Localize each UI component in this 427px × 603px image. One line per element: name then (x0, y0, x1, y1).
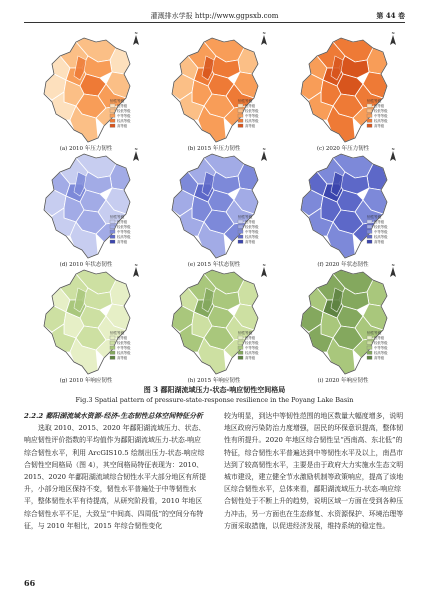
basin-map (152, 264, 276, 376)
legend-label: 较低等级 (374, 108, 388, 113)
map-panel (281, 148, 405, 270)
legend-label: 较低等级 (245, 108, 259, 113)
pressure-row (24, 32, 405, 154)
legend-swatch (367, 225, 372, 228)
legend-label: 中等等级 (245, 229, 259, 234)
legend-label: 较高等级 (374, 350, 388, 355)
legend-swatch (367, 235, 372, 238)
legend-swatch (110, 235, 115, 238)
panel-caption: (c) 2020 年压力韧性 (316, 146, 370, 152)
panel-caption: (g) 2010 年响应韧性 (59, 378, 113, 384)
panel-caption: (f) 2020 年状态韧性 (317, 262, 369, 268)
legend-label: 较高等级 (245, 350, 259, 355)
legend-swatch (110, 104, 115, 107)
running-header (24, 10, 405, 23)
north-arrow-icon (390, 148, 396, 161)
legend-swatch (110, 356, 115, 359)
basin-map (281, 148, 405, 260)
legend-swatch (110, 225, 115, 228)
legend-swatch (110, 351, 115, 354)
north-label: N (134, 32, 138, 35)
legend-label: 低等级 (374, 219, 385, 224)
legend-label: 中等等级 (117, 229, 131, 234)
legend-title: 韧性等级 (367, 215, 382, 219)
legend-swatch (367, 220, 372, 223)
response-row (24, 264, 405, 386)
north-label: N (134, 264, 138, 267)
north-arrow-shape (390, 151, 396, 161)
legend-label: 高等级 (374, 123, 385, 128)
legend-label: 高等级 (245, 123, 256, 128)
legend-label: 较高等级 (117, 118, 131, 123)
basin-map (24, 264, 148, 376)
legend-swatch (238, 220, 243, 223)
north-label: N (134, 148, 138, 151)
legend-label: 中等等级 (374, 345, 388, 350)
legend-label: 较低等级 (117, 224, 131, 229)
legend-label: 低等级 (245, 219, 256, 224)
legend-label: 中等等级 (374, 229, 388, 234)
legend-label: 较低等级 (117, 340, 131, 345)
legend-label: 较低等级 (374, 224, 388, 229)
body-paragraph: 较为明显，到达中等韧性范围的地区数量大幅度增多，说明地区政府污染防治力度增强，居民的环保意识提高，整体韧性有所提升。2020 年地区综合韧性呈“西南高、东北低”的特征，综合韧性水平普遍达到中等韧性水平及以上，南昌市达到了较高韧性水平，主要是由于政府大力实施水生态文明城市建设，建立健全节水激励机制等政策响应，提高了该地区综合韧性水平，总体来看，鄱阳湖流域压力-状态-响应综合韧性处于不断上升的趋势，说明区域一方面在受到各种压力冲击，另一方面也在生态修复、水资源保护、环境治理等方面采取措施，以促进经济发展，维持系统的稳定性。 (224, 412, 404, 530)
legend-swatch (110, 341, 115, 344)
legend-swatch (238, 351, 243, 354)
legend-swatch (238, 104, 243, 107)
north-arrow-icon (261, 148, 267, 161)
north-label: N (391, 264, 395, 267)
map-panel (24, 32, 148, 154)
legend-swatch (238, 235, 243, 238)
legend-swatch (367, 346, 372, 349)
legend-label: 较高等级 (245, 234, 259, 239)
legend-label: 高等级 (117, 355, 128, 360)
legend-swatch (367, 240, 372, 243)
north-label: N (262, 32, 266, 35)
legend-swatch (367, 336, 372, 339)
north-label: N (262, 264, 266, 267)
legend-swatch (238, 356, 243, 359)
basin-map (24, 32, 148, 144)
legend-label: 低等级 (374, 335, 385, 340)
legend-swatch (110, 114, 115, 117)
figure-caption-chinese: 图 3 鄱阳湖流域压力-状态-响应韧性空间格局 (143, 385, 286, 394)
panel-caption: (b) 2015 年压力韧性 (187, 146, 241, 152)
map-panel (152, 32, 276, 154)
legend-swatch (367, 230, 372, 233)
map-panel (24, 264, 148, 386)
legend-swatch (238, 114, 243, 117)
north-label: N (391, 32, 395, 35)
legend-label: 高等级 (374, 355, 385, 360)
map-panel (24, 148, 148, 270)
legend-swatch (110, 346, 115, 349)
section-heading: 2.2.2 鄱阳湖流域水资源-经济-生态韧性总体空间特征分析 (24, 412, 203, 420)
legend-title: 韧性等级 (110, 99, 125, 103)
legend-swatch (110, 336, 115, 339)
legend-swatch (367, 104, 372, 107)
map-panel (152, 264, 276, 386)
basin-map (152, 32, 276, 144)
north-arrow-shape (133, 35, 139, 45)
north-arrow-shape (261, 267, 267, 277)
legend-swatch (367, 124, 372, 127)
legend-title: 韧性等级 (238, 99, 253, 103)
legend-swatch (367, 119, 372, 122)
map-panel (281, 32, 405, 154)
legend-title: 韧性等级 (238, 215, 253, 219)
legend-label: 高等级 (374, 239, 385, 244)
legend-swatch (110, 230, 115, 233)
north-arrow-shape (261, 151, 267, 161)
legend-label: 中等等级 (374, 113, 388, 118)
panel-caption: (h) 2015 年响应韧性 (187, 378, 241, 384)
panel-caption: (i) 2020 年响应韧性 (317, 378, 369, 384)
legend-label: 高等级 (245, 355, 256, 360)
legend-swatch (110, 240, 115, 243)
legend-title: 韧性等级 (367, 99, 382, 103)
north-arrow-icon (133, 264, 139, 277)
north-arrow-icon (133, 32, 139, 45)
legend-swatch (367, 114, 372, 117)
legend-swatch (238, 341, 243, 344)
north-arrow-shape (133, 151, 139, 161)
legend-swatch (367, 109, 372, 112)
legend-label: 低等级 (245, 103, 256, 108)
text-column-right (224, 410, 406, 532)
page-number: 66 (24, 578, 36, 588)
panel-caption: (a) 2010 年压力韧性 (59, 146, 113, 152)
legend-label: 高等级 (117, 123, 128, 128)
legend-label: 中等等级 (117, 345, 131, 350)
state-row (24, 148, 405, 270)
legend-label: 高等级 (245, 239, 256, 244)
legend-swatch (110, 124, 115, 127)
north-arrow-icon (390, 32, 396, 45)
text-column-left (24, 410, 206, 532)
legend-title: 韧性等级 (238, 331, 253, 335)
panel-caption: (d) 2010 年状态韧性 (59, 262, 113, 268)
legend-swatch (238, 225, 243, 228)
legend-label: 较高等级 (374, 234, 388, 239)
legend-label: 较低等级 (374, 340, 388, 345)
legend-label: 较低等级 (117, 108, 131, 113)
volume-label: 第 44 卷 (376, 11, 405, 20)
north-arrow-shape (133, 267, 139, 277)
legend-label: 较低等级 (245, 340, 259, 345)
panel-caption: (e) 2015 年状态韧性 (187, 262, 241, 268)
legend-swatch (110, 119, 115, 122)
legend-swatch (238, 346, 243, 349)
north-arrow-icon (133, 148, 139, 161)
north-arrow-shape (261, 35, 267, 45)
north-arrow-icon (261, 32, 267, 45)
legend-swatch (238, 240, 243, 243)
journal-name: 灌溉排水学报 http://www.ggpsxb.com (150, 12, 279, 20)
basin-map (24, 148, 148, 260)
legend-swatch (367, 341, 372, 344)
body-paragraph: 选取 2010、2015、2020 年鄱阳湖流域压力、状态、响应韧性评价指数的平均值作为鄱阳湖流域压力-状态-响应综合韧性水平，利用 ArcGIS10.5 绘制出压力-状态-响应综合韧性空间格局（图 4），其空间格局特征表现为：2010、2015、2020 年鄱阳湖流域综合韧性水平大部分地区有所提升，小部分地区保持不变，韧性水平普遍处于中等韧性水平，整体韧性水平有待提高，从研究阶段看，2010 年地区综合韧性水平不足，大致呈“中间高、四周低”的空间分布特征，与 2010 年相比，2015 年综合韧性变化 (24, 424, 206, 530)
north-arrow-icon (261, 264, 267, 277)
legend-label: 低等级 (117, 103, 128, 108)
legend-label: 较低等级 (245, 224, 259, 229)
map-panel (281, 264, 405, 386)
legend-label: 较高等级 (117, 234, 131, 239)
basin-map (281, 264, 405, 376)
basin-map (152, 148, 276, 260)
legend-swatch (367, 351, 372, 354)
legend-label: 较高等级 (374, 118, 388, 123)
legend-swatch (110, 109, 115, 112)
legend-label: 中等等级 (117, 113, 131, 118)
legend-swatch (238, 119, 243, 122)
legend-swatch (238, 109, 243, 112)
legend-label: 较高等级 (117, 350, 131, 355)
figure-caption-english: Fig.3 Spatial pattern of pressure-state-response resilience in the Poyang Lake Basin (75, 396, 354, 404)
legend-swatch (238, 124, 243, 127)
basin-map (281, 32, 405, 144)
legend-label: 中等等级 (245, 345, 259, 350)
legend-title: 韧性等级 (110, 215, 125, 219)
legend-label: 中等等级 (245, 113, 259, 118)
legend-swatch (367, 356, 372, 359)
legend-label: 低等级 (245, 335, 256, 340)
map-panel (152, 148, 276, 270)
north-label: N (262, 148, 266, 151)
north-arrow-shape (390, 35, 396, 45)
legend-title: 韧性等级 (110, 331, 125, 335)
legend-label: 高等级 (117, 239, 128, 244)
legend-title: 韧性等级 (367, 331, 382, 335)
legend-swatch (238, 336, 243, 339)
legend-swatch (238, 230, 243, 233)
legend-label: 低等级 (374, 103, 385, 108)
legend-label: 低等级 (117, 219, 128, 224)
north-label: N (391, 148, 395, 151)
legend-label: 低等级 (117, 335, 128, 340)
north-arrow-shape (390, 267, 396, 277)
legend-label: 较高等级 (245, 118, 259, 123)
legend-swatch (110, 220, 115, 223)
north-arrow-icon (390, 264, 396, 277)
